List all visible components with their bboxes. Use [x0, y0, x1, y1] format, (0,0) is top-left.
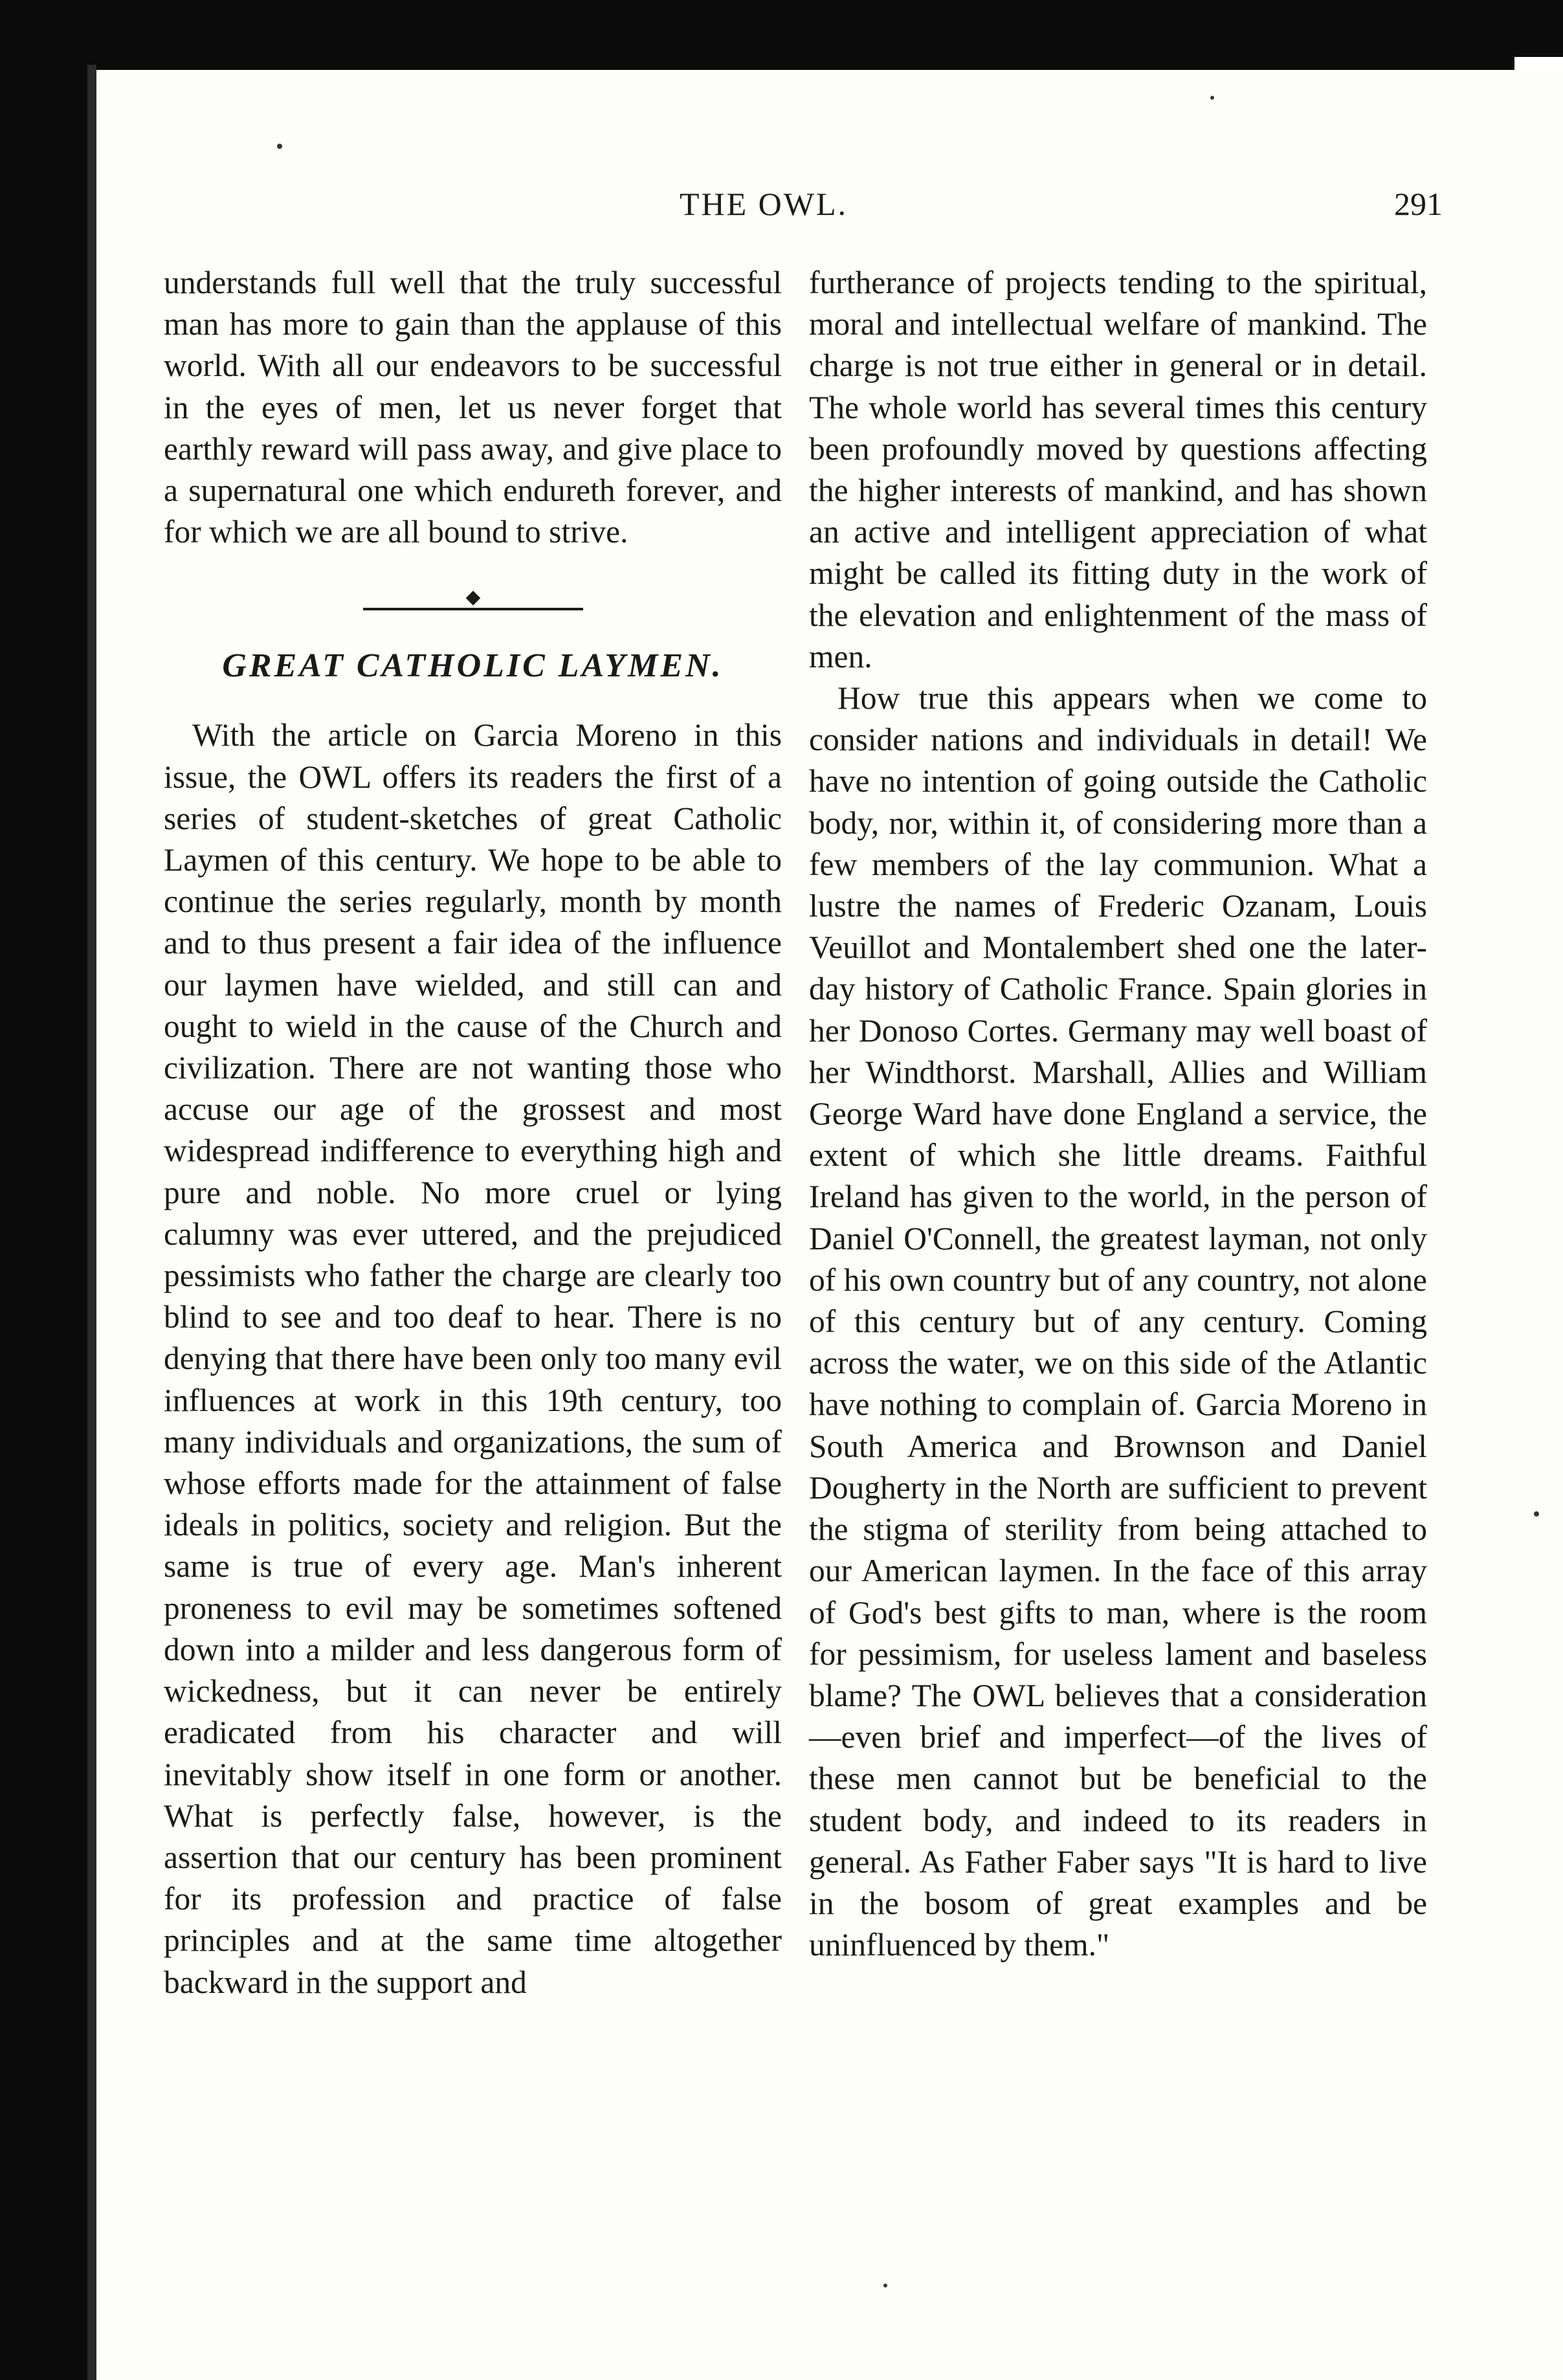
section-divider	[164, 585, 782, 611]
scan-speck	[883, 2284, 887, 2287]
scan-speck	[1210, 96, 1214, 100]
scan-speck	[277, 144, 282, 149]
scan-border-top	[0, 0, 1563, 57]
divider-diamond-icon	[465, 591, 480, 606]
article-paragraph: With the article on Garcia Moreno in this issue, the OWL offers its readers the first of a series of student-sketches of great Catholic Laymen of this century. We hope to be able to continue the series regularly, month by month and to thus present a fair idea of the influence our laymen have wielded, and still can and ought to wield in the cause of the Church and civilization. There are not wanting those who accuse our age of the grossest and most widespread indifference to everything high and pure and noble. No more cruel or lying calumny was ever uttered, and the prejudiced pessimists who father the charge are clearly too blind to see and too deaf to hear. There is no denying that there have been only too many evil influences at work in this 19th century, too many individuals and organizations, the sum of whose efforts made for the attainment of false ideals in politics, society and religion. But the same is true of every age. Man's inherent proneness to evil may be sometimes softened down into a milder and less dangerous form of wickedness, but it can never be entirely eradicated from his character and will inevitably show itself in one form or another. What is perfectly false, however, is the assertion that our century has been prominent for its profession and practice of false principles and at the same time altogether backward in the support and	[164, 717, 782, 2000]
scan-border-left-edge	[87, 65, 96, 2380]
right-column	[809, 262, 1427, 1966]
running-title: THE OWL.	[679, 186, 848, 222]
scan-border-top-step	[0, 57, 1514, 70]
scan-border-left	[0, 0, 87, 2380]
section-heading: GREAT CATHOLIC LAYMEN.	[222, 647, 724, 685]
page-number: 291	[1394, 186, 1443, 222]
left-column	[164, 262, 782, 2003]
closing-paragraph: How true this appears when we come to consider nations and individuals in detail! We have no intention of going outside the Catholic body, nor, within it, of considering more than a few members of the lay communion. What a lustre the names of Frederic Ozanam, Louis Veuillot and Montalembert shed one the later-day history of Catholic France. Spain glories in her Donoso Cortes. Germany may well boast of her Windthorst. Marshall, Allies and William George Ward have done England a service, the extent of which she little dreams. Faithful Ireland has given to the world, in the person of Daniel O'Connell, the greatest layman, not only of his own country but of any country, not alone of this century but of any century. Coming across the water, we on this side of the Atlantic have nothing to complain of. Garcia Moreno in South America and Brownson and Daniel Dougherty in the North are sufficient to prevent the stigma of sterility from being attached to our American laymen. In the face of this array of God's best gifts to man, where is the room for pessimism, for useless lament and baseless blame? The OWL believes that a consideration—even brief and imperfect—of the lives of these men cannot but be beneficial to the student body, and indeed to its readers in general. As Father Faber says "It is hard to live in the bosom of great examples and be uninfluenced by them."	[809, 680, 1427, 1963]
running-header	[0, 181, 1563, 227]
continuation-paragraph: furtherance of projects tending to the spiritual, moral and intellectual welfare of mankind. The charge is not true either in general or in detail. The whole world has several times this century been profoundly moved by questions affecting the higher interests of mankind, and has shown an active and intelligent appreciation of what might be called its fitting duty in the work of the elevation and enlightenment of the mass of men.	[809, 265, 1427, 674]
opening-paragraph: understands full well that the truly successful man has more to gain than the applause of this world. With all our endeavors to be successful in the eyes of men, let us never forget that earthly reward will pass away, and give place to a supernatural one which endureth forever, and for which we are all bound to strive.	[164, 265, 782, 550]
divider-rule	[363, 608, 583, 610]
scan-speck	[1534, 1511, 1539, 1517]
